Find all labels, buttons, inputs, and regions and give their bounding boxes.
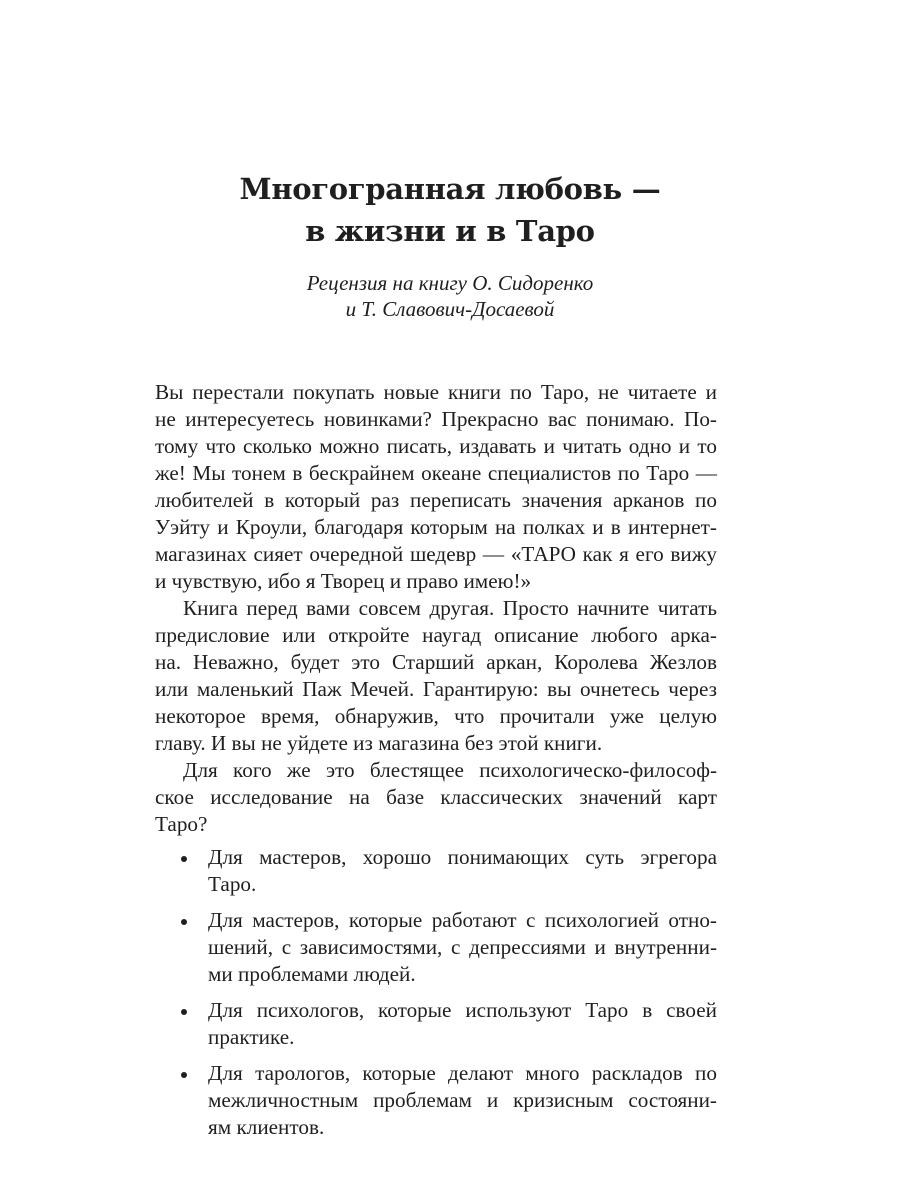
chapter-title-line: в жизни и в Таро bbox=[305, 214, 595, 248]
text-line: предисловие или откройте наугад описание любого арка- bbox=[155, 623, 717, 647]
text-line: Уэйту и Кроули, благодаря которым на полках и в интернет- bbox=[155, 515, 717, 539]
text-line: Для тарологов, которые делают много раскладов по bbox=[208, 1061, 717, 1085]
paragraph-2 bbox=[155, 595, 717, 757]
text-line: Для кого же это блестящее психологическо-философ- bbox=[183, 758, 717, 782]
text-line: или маленький Паж Мечей. Гарантирую: вы очнетесь через bbox=[155, 677, 717, 701]
text-line: ям клиентов. bbox=[208, 1115, 325, 1139]
text-line: межличностным проблемам и кризисным состояни- bbox=[208, 1088, 717, 1112]
text-line: Таро? bbox=[155, 812, 208, 836]
text-line: некоторое время, обнаружив, что прочитали уже целую bbox=[155, 704, 717, 728]
list-item bbox=[155, 997, 717, 1051]
list-item bbox=[155, 1060, 717, 1141]
chapter-title-line: Многогранная любовь — bbox=[239, 172, 661, 206]
chapter-header bbox=[150, 168, 750, 322]
text-line: ми проблемами людей. bbox=[208, 962, 416, 986]
text-line: Книга перед вами совсем другая. Просто начните читать bbox=[183, 596, 717, 620]
subtitle-line: и Т. Славович-Досаевой bbox=[345, 297, 555, 321]
text-line: шений, с зависимостями, с депрессиями и внутренни- bbox=[208, 935, 717, 959]
chapter-title bbox=[150, 168, 750, 252]
audience-list bbox=[155, 844, 717, 1141]
text-line: на. Неважно, будет это Старший аркан, Королева Жезлов bbox=[155, 650, 717, 674]
text-line: и чувствую, ибо я Творец и право имею!» bbox=[155, 569, 532, 593]
chapter-subtitle bbox=[150, 270, 750, 322]
text-line: не интересуетесь новинками? Прекрасно вас понимаю. По- bbox=[155, 407, 717, 431]
text-line: же! Мы тонем в бескрайнем океане специалистов по Таро — bbox=[155, 461, 717, 485]
list-item bbox=[155, 907, 717, 988]
text-line: тому что сколько можно писать, издавать и читать одно и то bbox=[155, 434, 717, 458]
bullet-icon bbox=[181, 1072, 187, 1078]
list-item bbox=[155, 844, 717, 898]
text-line: главу. И вы не уйдете из магазина без этой книги. bbox=[155, 731, 603, 755]
text-line: практике. bbox=[208, 1025, 295, 1049]
text-line: ское исследование на базе классических значений карт bbox=[155, 785, 717, 809]
text-line: Для мастеров, хорошо понимающих суть эгрегора bbox=[208, 845, 717, 869]
paragraph-3 bbox=[155, 757, 717, 838]
subtitle-line: Рецензия на книгу О. Сидоренко bbox=[306, 271, 594, 295]
bullet-icon bbox=[181, 1009, 187, 1015]
text-line: Вы перестали покупать новые книги по Таро, не читаете и bbox=[155, 380, 717, 404]
text-line: любителей в который раз переписать значения арканов по bbox=[155, 488, 717, 512]
bullet-icon bbox=[181, 919, 187, 925]
text-line: Для психологов, которые используют Таро в своей bbox=[208, 998, 717, 1022]
text-line: магазинах сияет очередной шедевр — «ТАРО как я его вижу bbox=[155, 542, 717, 566]
text-line: Для мастеров, которые работают с психологией отно- bbox=[208, 908, 717, 932]
paragraph-1 bbox=[155, 379, 717, 595]
bullet-icon bbox=[181, 856, 187, 862]
body-text bbox=[155, 379, 717, 1150]
text-line: Таро. bbox=[208, 872, 257, 896]
